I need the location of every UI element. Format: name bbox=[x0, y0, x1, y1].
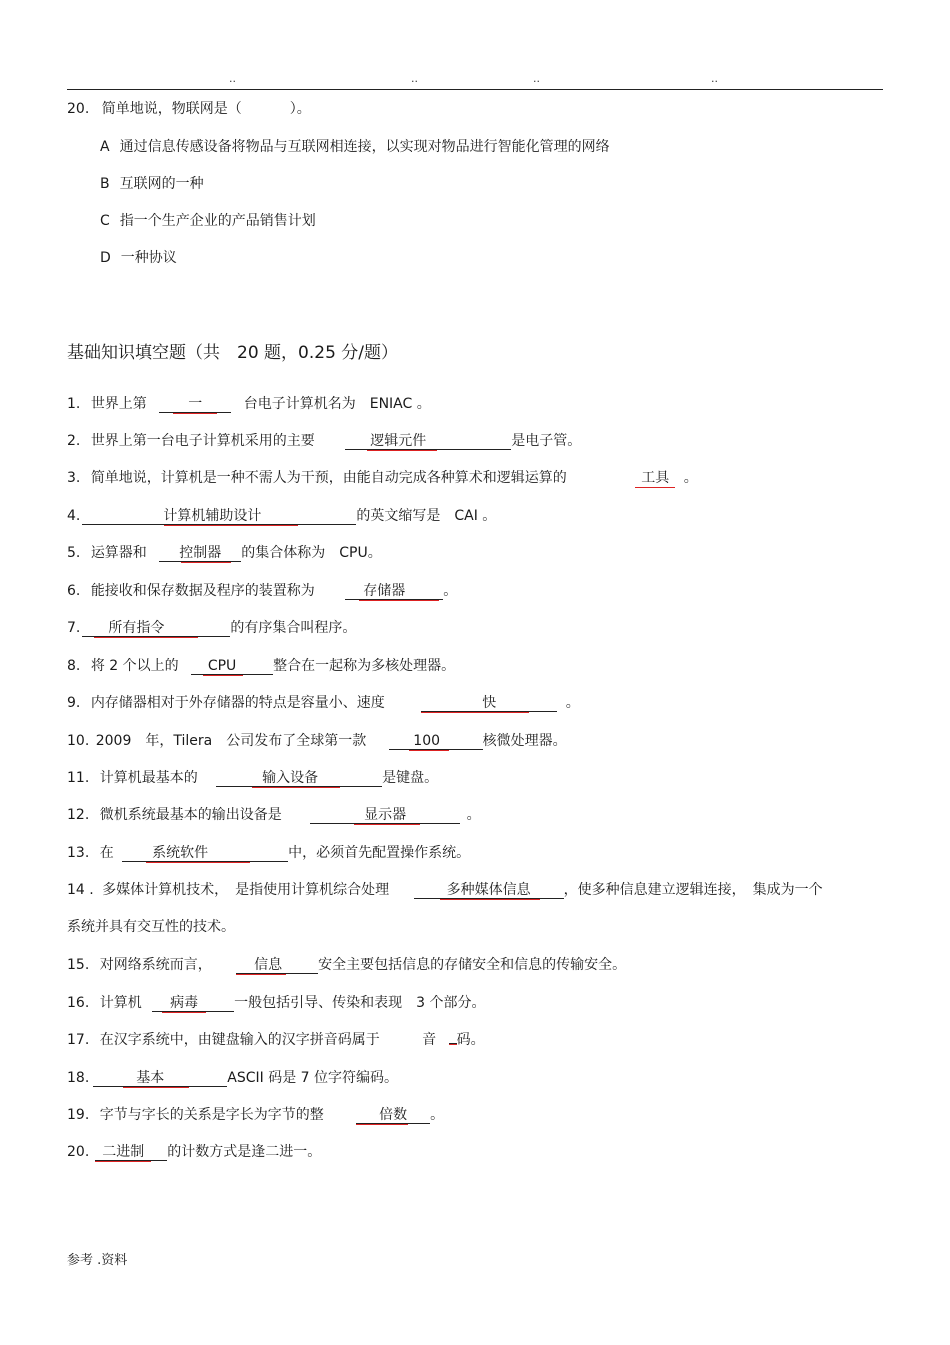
section-title: 基础知识填空题（共 20 题，0.25 分/题） bbox=[67, 343, 399, 363]
page-footer: 参考 .资料 bbox=[67, 1253, 128, 1268]
fill-item-10: 10. 2009 年，Tilera 公司发布了全球第一款 100 核微处理器。 bbox=[67, 733, 567, 749]
fill-item-15: 15. 对网络系统而言， 信息 安全主要包括信息的存储安全和信息的传输安全。 bbox=[67, 957, 627, 973]
header-dot: .. bbox=[711, 72, 718, 85]
mc-option-b: B 互联网的一种 bbox=[100, 176, 204, 192]
mc-question-end: ）。 bbox=[289, 101, 311, 117]
fill-item-4: 4. 计算机辅助设计 的英文缩写是 CAI 。 bbox=[67, 508, 497, 524]
answer-blank: 多种媒体信息 bbox=[414, 882, 564, 899]
mc-question-stem bbox=[67, 100, 311, 118]
header-dot: .. bbox=[533, 72, 540, 85]
fill-item-5: 5. 运算器和 控制器 的集合体称为 CPU。 bbox=[67, 545, 382, 561]
fill-item-13: 13. 在 系统软件 中，必须首先配置操作系统。 bbox=[67, 845, 471, 861]
fill-item-17: 17. 在汉字系统中，由键盘输入的汉字拼音码属于 音 码。 bbox=[67, 1032, 485, 1048]
answer-blank: 病毒 bbox=[152, 995, 234, 1012]
answer-blank: 倍数 bbox=[356, 1107, 430, 1124]
answer-blank: 一 bbox=[159, 396, 231, 413]
fill-item-16: 16. 计算机 病毒 一般包括引导、传染和表现 3 个部分。 bbox=[67, 995, 486, 1011]
mc-question-text: 简单地说，物联网是（ bbox=[101, 101, 242, 117]
answer-blank: 快 bbox=[421, 695, 557, 712]
mc-option-c: C 指一个生产企业的产品销售计划 bbox=[100, 213, 316, 229]
answer-blank: 系统软件 bbox=[122, 845, 288, 862]
fill-item-11: 11. 计算机最基本的 输入设备 是键盘。 bbox=[67, 770, 439, 786]
answer-blank bbox=[449, 1043, 457, 1044]
answer-text: 音 bbox=[422, 1032, 437, 1048]
header-rule bbox=[67, 89, 883, 90]
answer-blank: 显示器 bbox=[310, 807, 460, 824]
fill-item-3: 3. 简单地说，计算机是一种不需人为干预，由能自动完成各种算术和逻辑运算的 工具 。 bbox=[67, 470, 698, 486]
fill-item-18: 18. 基本 ASCII 码是 7 位字符编码。 bbox=[67, 1070, 399, 1086]
fill-item-6: 6. 能接收和保存数据及程序的装置称为 存储器 。 bbox=[67, 583, 458, 599]
fill-item-14-continued: 系统并具有交互性的技术。 bbox=[67, 919, 235, 935]
answer-blank: 二进制 bbox=[95, 1144, 167, 1161]
fill-item-8: 8. 将 2 个以上的 CPU 整合在一起称为多核处理器。 bbox=[67, 658, 456, 674]
fill-item-12: 12. 微机系统最基本的输出设备是 显示器 。 bbox=[67, 807, 481, 823]
fill-item-14: 14 . 多媒体计算机技术， 是指使用计算机综合处理 多种媒体信息 ，使多种信息建立逻辑连接， 集成为一个 bbox=[67, 882, 823, 898]
header-dot: .. bbox=[411, 72, 418, 85]
fill-item-19: 19. 字节与字长的关系是字长为字节的整 倍数 。 bbox=[67, 1107, 445, 1123]
answer-blank: 基本 bbox=[93, 1070, 227, 1087]
answer-blank: 存储器 bbox=[345, 583, 443, 600]
header-dot: .. bbox=[229, 72, 236, 85]
answer-blank: 控制器 bbox=[159, 545, 241, 562]
answer-blank: 计算机辅助设计 bbox=[82, 508, 356, 525]
fill-item-1: 1. 世界上第 一 台电子计算机名为 ENIAC 。 bbox=[67, 396, 431, 412]
mc-option-d: D 一种协议 bbox=[100, 250, 177, 266]
answer-blank: 输入设备 bbox=[216, 770, 382, 787]
mc-question-number: 20. bbox=[67, 101, 90, 117]
page-header-dots bbox=[0, 72, 950, 86]
mc-option-a: A 通过信息传感设备将物品与互联网相连接，以实现对物品进行智能化管理的网络 bbox=[100, 139, 610, 155]
answer-blank: 所有指令 bbox=[82, 620, 230, 637]
answer-blank: 100 bbox=[389, 733, 483, 750]
answer-blank: 逻辑元件 bbox=[345, 433, 511, 450]
fill-item-7: 7. 所有指令 的有序集合叫程序。 bbox=[67, 620, 357, 636]
fill-item-20: 20. 二进制 的计数方式是逢二进一。 bbox=[67, 1144, 322, 1160]
fill-item-9: 9. 内存储器相对于外存储器的特点是容量小、速度 快 。 bbox=[67, 695, 580, 711]
answer-blank: 工具 bbox=[635, 470, 675, 486]
answer-blank: CPU bbox=[191, 658, 273, 675]
answer-blank: 信息 bbox=[236, 957, 318, 974]
fill-item-2: 2. 世界上第一台电子计算机采用的主要 逻辑元件 是电子管。 bbox=[67, 433, 582, 449]
